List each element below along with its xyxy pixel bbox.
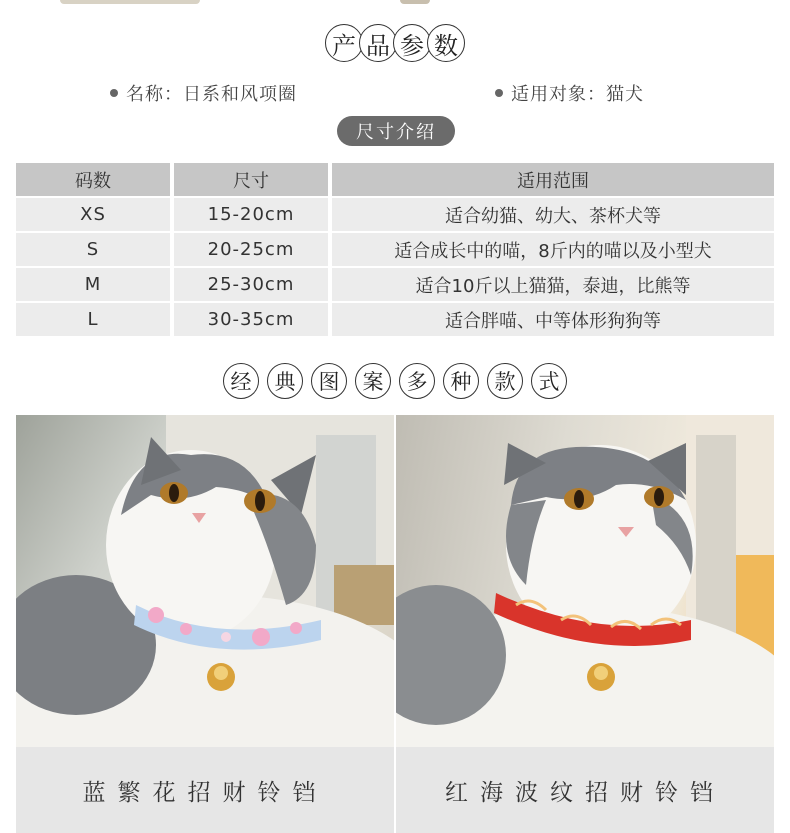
- section-title-product-params: [0, 24, 790, 62]
- product-params: [0, 80, 790, 106]
- cell-size-code: XS: [16, 198, 170, 233]
- param-target-text: 适用对象：猫犬: [511, 84, 644, 105]
- header-size-code: 码数: [16, 163, 170, 198]
- header-suitable-for: 适用范围: [328, 163, 774, 198]
- title-char: 品: [359, 24, 397, 62]
- title-char: 种: [443, 363, 479, 399]
- title-char: 参: [393, 24, 431, 62]
- bullet-icon: [495, 89, 503, 97]
- title-char: 式: [531, 363, 567, 399]
- table-row: [16, 303, 774, 338]
- product-photo-blue-floral: [16, 415, 394, 747]
- product-caption-blue-floral: 蓝繁花招财铃铛: [16, 747, 394, 833]
- param-name-text: 名称：日系和风项圈: [126, 84, 297, 105]
- cell-size-code: L: [16, 303, 170, 338]
- title-char: 经: [223, 363, 259, 399]
- cell-suitable-for: 适合成长中的喵，8斤内的喵以及小型犬: [328, 233, 774, 268]
- title-char: 产: [325, 24, 363, 62]
- cell-suitable-for: 适合胖喵、中等体形狗狗等: [328, 303, 774, 338]
- title-char: 款: [487, 363, 523, 399]
- cell-size: 15-20cm: [170, 198, 328, 233]
- table-row: [16, 268, 774, 303]
- cat-photo-illustration: [396, 415, 774, 747]
- product-caption-red-wave: 红海波纹招财铃铛: [396, 747, 774, 833]
- bullet-icon: [110, 89, 118, 97]
- cell-suitable-for: 适合10斤以上猫猫，泰迪，比熊等: [328, 268, 774, 303]
- product-photo-red-wave: [396, 415, 774, 747]
- top-photo-edge: [0, 0, 790, 8]
- title-char: 图: [311, 363, 347, 399]
- title-char: 数: [427, 24, 465, 62]
- section-title-patterns: [0, 363, 790, 399]
- title-char: 案: [355, 363, 391, 399]
- cell-size-code: M: [16, 268, 170, 303]
- table-row: [16, 198, 774, 233]
- size-table: [16, 163, 774, 338]
- cell-size: 25-30cm: [170, 268, 328, 303]
- header-size: 尺寸: [170, 163, 328, 198]
- cell-suitable-for: 适合幼猫、幼大、茶杯犬等: [328, 198, 774, 233]
- table-header-row: [16, 163, 774, 198]
- cell-size: 20-25cm: [170, 233, 328, 268]
- cell-size: 30-35cm: [170, 303, 328, 338]
- title-char: 典: [267, 363, 303, 399]
- title-char: 多: [399, 363, 435, 399]
- size-intro-badge: 尺寸介绍: [337, 116, 455, 146]
- table-row: [16, 233, 774, 268]
- cat-photo-illustration: [16, 415, 394, 747]
- cell-size-code: S: [16, 233, 170, 268]
- param-name: [110, 80, 297, 106]
- param-target: [495, 80, 644, 106]
